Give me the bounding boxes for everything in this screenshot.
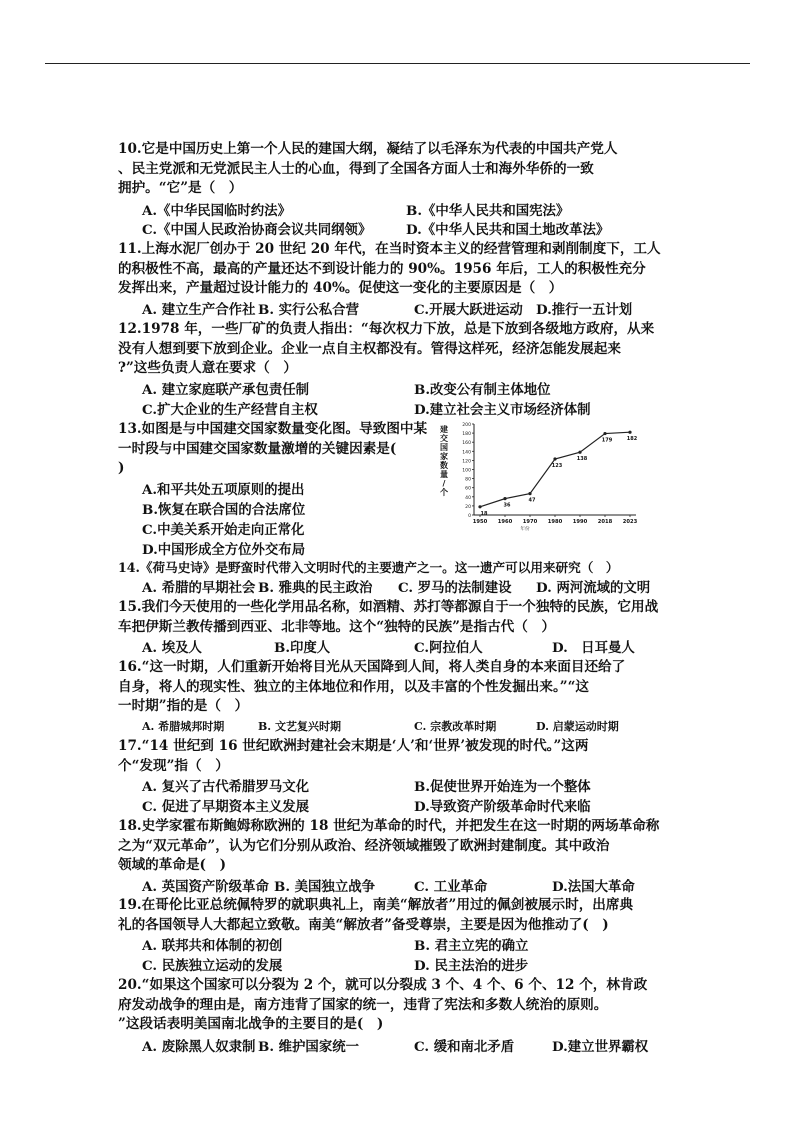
x-tick-label: 1960 [497,519,513,525]
x-tick-label: 1990 [572,519,588,525]
question-text-line: ?”这些负责人意在要求（ ） [118,360,297,376]
option-b[interactable]: B.恢复在联合国的合法席位 [142,502,306,518]
data-point [603,432,606,435]
option-d[interactable]: D. 民主法治的进步 [414,958,529,974]
option-b[interactable]: B. 雅典的民主政治 [258,580,373,596]
question-text-line: ) [118,460,125,476]
option-c[interactable]: C.阿拉伯人 [414,640,483,656]
option-b[interactable]: B. 君主立宪的确立 [414,938,529,954]
question-text-line: 18.史学家霍布斯鲍姆称欧洲的 18 世纪为革命的时代，并把发生在这一时期的两场革命称 [118,818,660,834]
question-text-line: 拥护。“它”是（ ） [118,180,243,196]
data-label: 47 [528,497,536,504]
option-d[interactable]: D.中国形成全方位外交布局 [142,542,306,558]
option-b[interactable]: B.改变公有制主体地位 [414,382,551,398]
data-label: 36 [503,502,511,509]
y-tick-label: 160 [462,441,471,447]
question-text-line: 20.“如果这个国家可以分裂为 2 个，就可以分裂成 3 个、4 个、6 个、12 个，林肯政 [118,977,648,993]
option-c[interactable]: C. 民族独立运动的发展 [142,958,283,974]
data-label: 182 [626,436,638,443]
option-a[interactable]: A.和平共处五项原则的提出 [142,482,305,498]
data-point [528,492,531,495]
option-d[interactable]: D.导致资产阶级革命时代来临 [414,799,591,815]
option-d[interactable]: D.法国大革命 [552,879,635,895]
x-tick-label: 1950 [472,519,488,525]
option-c[interactable]: C. 促进了早期资本主义发展 [142,799,310,815]
data-point [578,451,581,454]
question-text-line: 发挥出来，产量超过设计能力的 40%。促使这一变化的主要原因是（ ） [118,280,563,296]
header-rule [45,63,750,64]
option-d[interactable]: D.《中华人民共和国土地改革法》 [406,222,610,238]
option-d[interactable]: D.推行一五计划 [536,302,633,318]
option-a[interactable]: A. 希腊城邦时期 [142,720,225,733]
data-point [503,497,506,500]
y-axis-label-char: 数 [440,461,448,470]
question-text-line: 17.“14 世纪到 16 世纪欧洲封建社会末期是‘人’和‘世界’被发现的时代。”这两 [118,738,589,754]
x-tick-label: 2023 [622,519,638,525]
data-label: 18 [480,510,488,517]
option-d[interactable]: D. 启蒙运动时期 [536,720,619,733]
question-text-line: 15.我们今天使用的一些化学用品名称，如酒精、苏打等都源自于一个独特的民族，它用战 [118,599,659,615]
option-a[interactable]: A. 联邦共和体制的初创 [142,938,283,954]
question-text-line: 一时期”指的是（ ） [118,698,249,714]
question-text-line: 自身，将人的现实性、独立的主体地位和作用，以及丰富的个性发掘出来。”“这 [118,679,590,695]
option-c[interactable]: C.扩大企业的生产经营自主权 [142,402,318,418]
option-c[interactable]: C. 宗教改革时期 [414,720,497,733]
option-a[interactable]: A. 建立生产合作社 [142,302,256,318]
y-tick-label: 140 [462,450,471,456]
y-tick-label: 0 [468,514,471,519]
y-axis-label-char: 交 [440,434,448,443]
y-axis-label-char: 个 [440,488,448,497]
option-c[interactable]: C. 工业革命 [414,879,488,895]
question-text-line: 12.1978 年，一些厂矿的负责人指出：“每次权力下放，总是下放到各级地方政府，从来 [118,321,655,337]
option-b[interactable]: B. 维护国家统一 [258,1039,359,1055]
question-text-line: 19.在哥伦比亚总统佩特罗的就职典礼上，南美“解放者”用过的佩剑被展示时，出席典 [118,897,634,913]
y-axis-label-char: 国 [440,443,448,452]
x-tick-label: 2018 [597,519,613,525]
data-label: 179 [601,437,613,444]
y-tick-label: 60 [465,486,471,492]
option-b[interactable]: B.印度人 [274,640,331,656]
y-tick-label: 40 [465,495,471,501]
option-b[interactable]: B. 实行公私合营 [258,302,359,318]
option-b[interactable]: B. 文艺复兴时期 [258,720,341,733]
option-a[interactable]: A. 废除黑人奴隶制 [142,1039,256,1055]
option-a[interactable]: A. 英国资产阶级革命 [142,879,269,895]
option-d[interactable]: D.建立社会主义市场经济体制 [414,402,591,418]
y-tick-label: 20 [465,504,471,510]
question-text-line: 16.“这一时期，人们重新开始将目光从天国降到人间，将人类自身的本来面目还给了 [118,659,626,675]
question-text-line: 一时段与中国建交国家数量激增的关键因素是( [118,441,397,457]
y-axis-label-char: 家 [440,452,448,461]
option-a[interactable]: A. 建立家庭联产承包责任制 [142,382,310,398]
option-a[interactable]: A. 希腊的早期社会 [142,580,256,596]
question-text-line: ”这段话表明美国南北战争的主要目的是( ) [118,1016,384,1032]
option-d[interactable]: D. 两河流域的文明 [536,580,651,596]
data-point [628,431,631,434]
option-a[interactable]: A. 复兴了古代希腊罗马文化 [142,779,310,795]
y-tick-label: 200 [462,423,471,428]
question-text-line: 11.上海水泥厂创办于 20 世纪 20 年代，在当时资本主义的经营管理和剥削制度下，工人 [118,241,661,257]
option-c[interactable]: C.中美关系开始走向正常化 [142,522,305,538]
diplomatic-relations-chart [436,418,642,532]
question-text-line: 13.如图是与中国建交国家数量变化图。导致图中某 [118,421,428,437]
y-tick-label: 180 [462,432,471,438]
option-a[interactable]: A.《中华民国临时约法》 [142,203,291,219]
x-tick-label: 1970 [522,519,538,525]
option-c[interactable]: C.开展大跃进运动 [414,302,523,318]
y-tick-label: 80 [465,477,471,483]
question-text-line: 个“发现”指（ ） [118,758,229,774]
data-point [553,457,556,460]
y-tick-label: 120 [462,459,471,465]
y-axis-label-char: 建 [440,425,448,434]
option-c[interactable]: C.《中国人民政治协商会议共同纲领》 [142,222,372,238]
data-point [478,505,481,508]
question-text-line: 10.它是中国历史上第一个人民的建国大纲，凝结了以毛泽东为代表的中国共产党人 [118,141,618,157]
question-text-line: 车把伊斯兰教传播到西亚、北非等地。这个“独特的民族”是指古代（ ） [118,619,556,635]
option-b[interactable]: B. 美国独立战争 [274,879,375,895]
y-tick-label: 100 [462,468,471,474]
option-c[interactable]: C. 缓和南北矛盾 [414,1039,515,1055]
option-a[interactable]: A. 埃及人 [142,640,202,656]
option-d[interactable]: D. 日耳曼人 [552,640,635,656]
x-axis-label: 年份 [520,527,530,532]
data-label: 138 [576,456,588,463]
question-text-line: 的积极性不高，最高的产量还达不到设计能力的 90%。1956 年后，工人的积极性充分 [118,261,646,277]
option-b[interactable]: B.《中华人民共和国宪法》 [406,203,570,219]
question-text-line: 领域的革命是( ) [118,857,227,873]
data-label: 123 [551,463,563,470]
y-axis-label-char: / [442,479,446,488]
y-axis-label-char: 量 [440,470,448,479]
question-text-line: 之为“双元革命”，认为它们分别从政治、经济领域摧毁了欧洲封建制度。其中政治 [118,838,610,854]
question-text-line: 礼的各国领导人大都起立致敬。南美“解放者”备受尊崇，主要是因为他推动了( ) [118,917,609,933]
option-d[interactable]: D.建立世界霸权 [552,1039,649,1055]
option-c[interactable]: C. 罗马的法制建设 [398,580,512,596]
question-text-line: 、民主党派和无党派民主人士的心血，得到了全国各方面人士和海外华侨的一致 [118,161,594,177]
x-tick-label: 1980 [547,519,563,525]
question-text-line: 14.《荷马史诗》是野蛮时代带入文明时代的主要遗产之一。这一遗产可以用来研究（ ） [118,560,619,575]
question-text-line: 府发动战争的理由是，南方违背了国家的统一，违背了宪法和多数人统治的原则。 [118,997,608,1013]
question-text-line: 没有人想到要下放到企业。企业一点自主权都没有。管得这样死，经济怎能发展起来 [118,341,621,357]
option-b[interactable]: B.促使世界开始连为一个整体 [414,779,591,795]
